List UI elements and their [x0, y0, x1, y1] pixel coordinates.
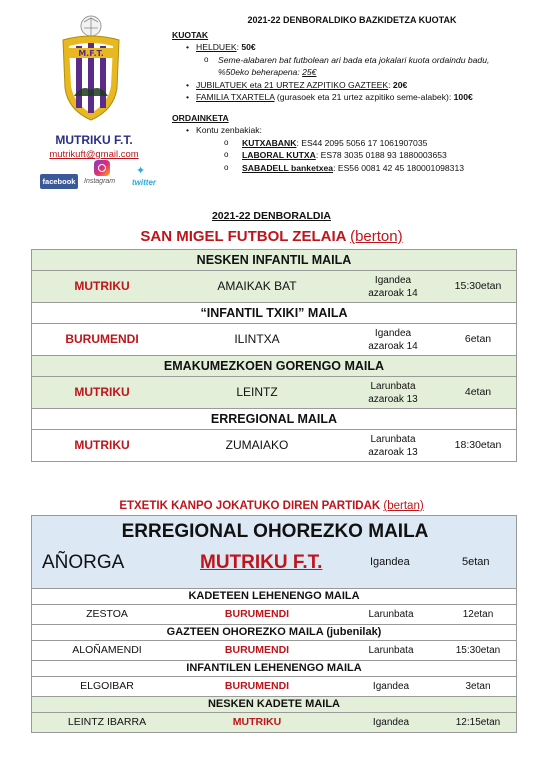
match-day: Igandea azaroak 14: [368, 328, 418, 352]
fees-title: 2021-22 DENBORALDIKO BAZKIDETZA KUOTAK: [247, 15, 457, 25]
match-day: Larunbata azaroak 13: [368, 434, 418, 458]
membership-fees: [172, 14, 522, 174]
away-category-row: INFANTILEN LEHENENGO MAILA: [32, 661, 517, 677]
club-team: MUTRIKU: [232, 716, 282, 728]
ordainketa-title: ORDAINKETA: [172, 112, 229, 123]
twitter-label: twitter: [132, 178, 156, 187]
account-sabadell: o SABADELL banketxea: ES56 0081 42 45 180001098313: [172, 162, 522, 175]
club-team: BURUMENDI: [224, 608, 290, 620]
opponent-team: ELGOIBAR: [80, 680, 134, 692]
away-team: LEINTZ: [236, 385, 278, 399]
away-category-row: KADETEEN LEHENENGO MAILA: [32, 589, 517, 605]
season-title: 2021-22 DENBORALDIA: [211, 210, 332, 222]
away-team: ILINTXA: [234, 332, 280, 346]
match-time: 3etan: [465, 681, 491, 692]
fee-jubilatuek: • JUBILATUEK eta 21 URTEZ AZPITIKO GAZTEEK: 20€: [172, 79, 522, 92]
match-day: Igandea azaroak 14: [368, 275, 418, 299]
home-games-table: [31, 249, 517, 462]
fee-helduek: • HELDUEK: 50€: [172, 41, 522, 54]
away-team: AMAIKAK BAT: [217, 279, 297, 293]
away-category-row: GAZTEEN OHOREZKO MAILA (jubenilak): [32, 625, 517, 641]
club-email-link[interactable]: mutrikuft@gmail.com: [49, 149, 139, 160]
twitter-icon[interactable]: ✦: [136, 165, 146, 177]
home-team: MUTRIKU: [74, 385, 130, 399]
home-match-row: [32, 430, 517, 462]
match-time: 18:30etan: [454, 439, 502, 451]
instagram-label: Instagram: [84, 178, 116, 185]
match-day: Igandea: [372, 717, 410, 728]
club-name: MUTRIKU F.T.: [55, 133, 133, 147]
featured-day: Igandea: [370, 556, 410, 568]
away-games-table: [31, 515, 517, 733]
home-team: MUTRIKU: [74, 438, 130, 452]
home-match-row: [32, 324, 517, 356]
featured-club: MUTRIKU F.T.: [200, 552, 323, 573]
away-category-row: NESKEN KADETE MAILA: [32, 697, 517, 713]
home-venue-title: SAN MIGEL FUTBOL ZELAIA (berton): [140, 228, 403, 245]
home-category-row: NESKEN INFANTIL MAILA: [32, 250, 517, 271]
match-day: Larunbata azaroak 13: [368, 381, 418, 405]
facebook-icon[interactable]: facebook: [40, 174, 78, 189]
home-team: MUTRIKU: [74, 279, 130, 293]
home-match-row: [32, 377, 517, 409]
match-day: Larunbata: [368, 645, 414, 656]
away-match-row: [32, 713, 517, 733]
away-match-row: [32, 677, 517, 697]
match-time: 15:30etan: [455, 645, 501, 656]
away-match-row: [32, 641, 517, 661]
match-time: 4etan: [464, 386, 492, 398]
fee-familia: • FAMILIA TXARTELA (gurasoek eta 21 urtez azpitiko seme-alabek): 100€: [172, 91, 522, 104]
opponent-team: ZESTOA: [86, 608, 128, 620]
crest-letters: M.F.T.: [78, 49, 104, 58]
club-team: BURUMENDI: [224, 644, 290, 656]
featured-time: 5etan: [462, 556, 490, 568]
away-match-row: [32, 605, 517, 625]
club-team: BURUMENDI: [224, 680, 290, 692]
featured-match: [32, 516, 517, 589]
away-team: ZUMAIAKO: [225, 438, 289, 452]
home-category-row: ERREGIONAL MAILA: [32, 409, 517, 430]
home-category-row: “INFANTIL TXIKI” MAILA: [32, 303, 517, 324]
opponent-team: LEINTZ IBARRA: [67, 716, 147, 728]
kuotak-title: KUOTAK: [172, 29, 209, 40]
instagram-icon[interactable]: [94, 160, 110, 176]
social-links: [40, 160, 170, 192]
match-day: Igandea: [372, 681, 410, 692]
away-games-title: ETXETIK KANPO JOKATUKO DIREN PARTIDAK (bertan): [119, 500, 424, 512]
home-match-row: [32, 271, 517, 303]
featured-category: ERREGIONAL OHOREZKO MAILA: [121, 521, 429, 542]
fee-discount-note: o Seme-alabaren bat futbolean ari bada eta jokalari kuota ordaindu badu, %50eko beherapena: 25€: [172, 54, 522, 79]
match-time: 12:15etan: [455, 717, 501, 728]
club-crest-logo: [60, 14, 122, 122]
kontu-label: • Kontu zenbakiak:: [172, 124, 522, 137]
match-time: 6etan: [464, 333, 492, 345]
account-laboral-kutxa: o LABORAL KUTXA: ES78 3035 0188 93 1880003653: [172, 149, 522, 162]
opponent-team: ALOÑAMENDI: [72, 644, 142, 656]
match-time: 12etan: [462, 609, 494, 620]
home-team: BURUMENDI: [65, 332, 139, 346]
featured-opponent: AÑORGA: [42, 552, 125, 573]
match-time: 15:30etan: [454, 280, 502, 292]
match-day: Larunbata: [368, 609, 414, 620]
home-category-row: EMAKUMEZKOEN GORENGO MAILA: [32, 356, 517, 377]
account-kutxabank: o KUTXABANK: ES44 2095 5056 17 1061907035: [172, 137, 522, 150]
